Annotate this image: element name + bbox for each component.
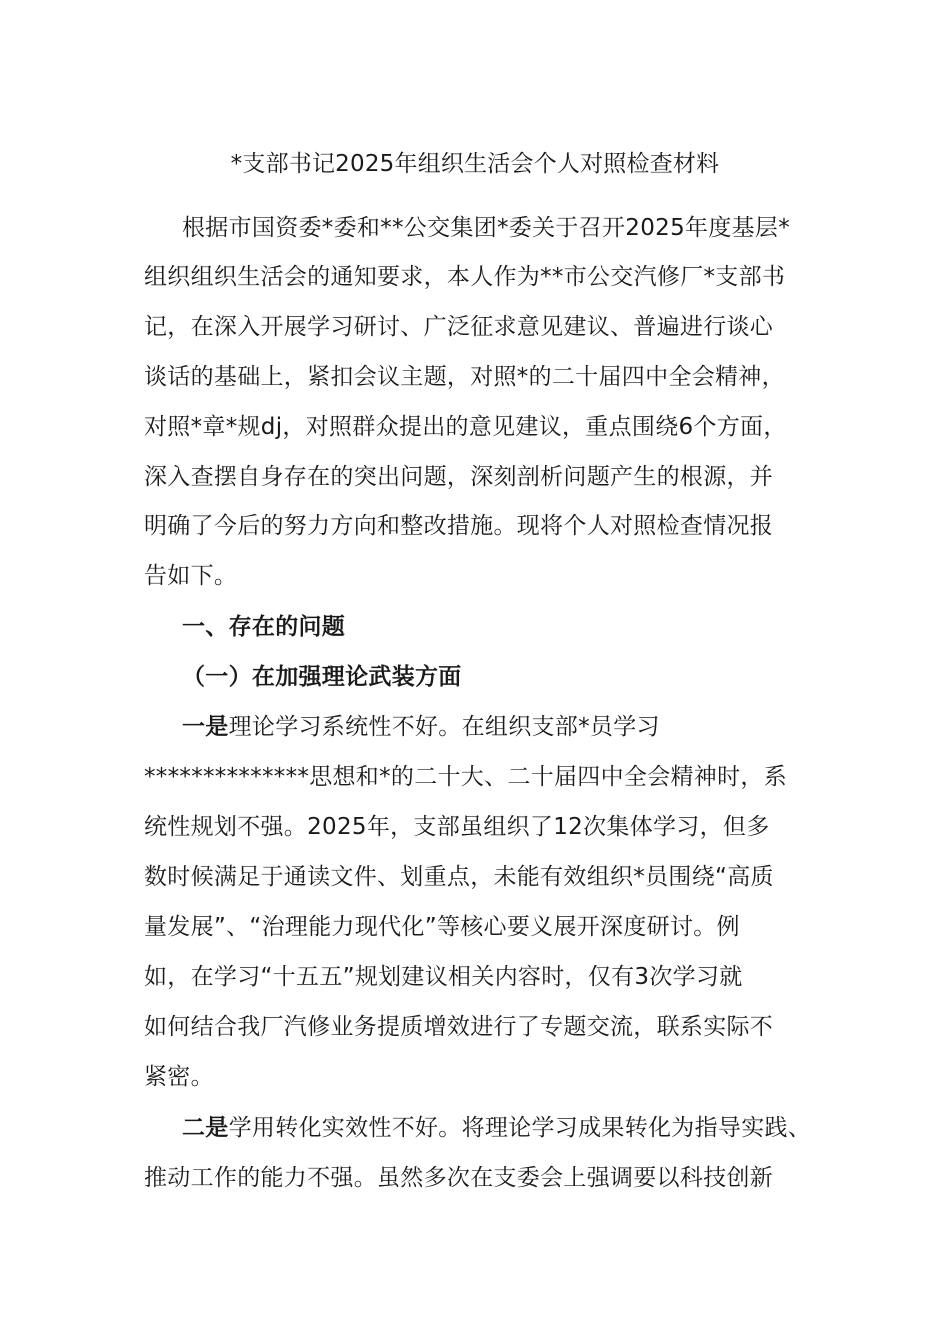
intro-line: 深入查摆自身存在的突出问题，深刻剖析问题产生的根源，并: [144, 464, 774, 490]
item-text: 学用转化实效性不好。将理论学习成果转化为指导实践、: [228, 1115, 812, 1141]
item-line: 推动工作的能力不强。虽然多次在支委会上强调要以科技创新: [144, 1165, 774, 1191]
item-line: 紧密。: [144, 1064, 214, 1090]
item-text: 理论学习系统性不好。在组织支部*员学习: [228, 714, 660, 740]
intro-line: 明确了今后的努力方向和整改措施。现将个人对照检查情况报: [144, 513, 774, 539]
item-line: 量发展”、“治理能力现代化”等核心要义展开深度研讨。例: [144, 914, 740, 940]
item-lead: 一是: [182, 714, 229, 740]
intro-line: 组织组织生活会的通知要求，本人作为**市公交汽修厂*支部书: [144, 264, 786, 290]
item-line: **************思想和*的二十大、二十届四中全会精神时，系: [144, 764, 787, 790]
item-line: 数时候满足于通读文件、划重点，未能有效组织*员围绕“高质: [144, 864, 774, 890]
item-line: 如，在学习“十五五”规划建议相关内容时，仅有3次学习就: [144, 964, 743, 990]
item-line: [182, 709, 660, 745]
item-lead: 二是: [182, 1115, 229, 1141]
item-line: 如何结合我厂汽修业务提质增效进行了专题交流，联系实际不: [144, 1014, 774, 1040]
section-heading: 一、存在的问题: [182, 614, 346, 640]
item-line: 统性规划不强。2025年，支部虽组织了12次集体学习，但多: [144, 814, 770, 840]
intro-line: 记，在深入开展学习研讨、广泛征求意见建议、普遍进行谈心: [144, 314, 774, 340]
intro-line: 根据市国资委*委和**公交集团*委关于召开2025年度基层*: [182, 215, 791, 241]
intro-line: 告如下。: [144, 563, 238, 589]
item-line: [182, 1110, 811, 1146]
subsection-heading: （一）在加强理论武装方面: [182, 664, 462, 690]
intro-line: 谈话的基础上，紧扣会议主题，对照*的二十届四中全会精神，: [144, 364, 785, 390]
intro-line: 对照*章*规dj，对照群众提出的意见建议，重点围绕6个方面，: [144, 414, 787, 440]
document-title: *支部书记2025年组织生活会个人对照检查材料: [230, 151, 720, 177]
